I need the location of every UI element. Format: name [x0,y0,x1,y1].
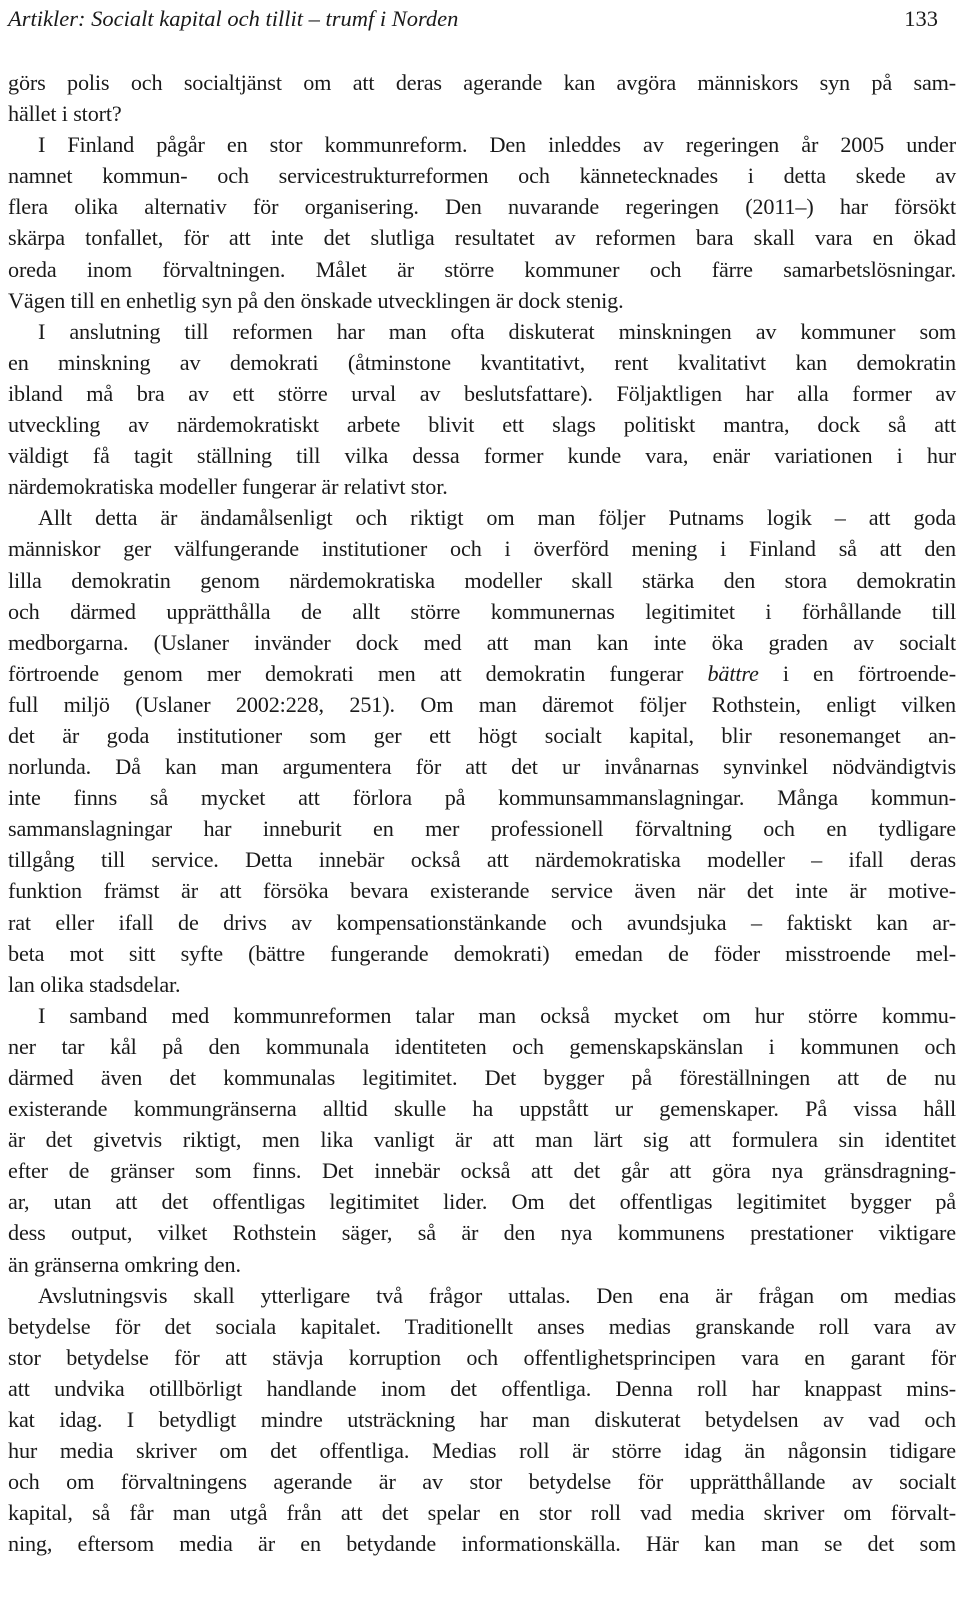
text-line: att undvika otillbörligt handlande inom det offentliga. Denna roll har knappast mins- [8,1375,956,1401]
text-line: skärpa tonfallet, för att inte det slutliga resultatet av reformen bara skall vara en ökad [8,225,956,251]
text-line: flera olika alternativ för organisering. Den nuvarande regeringen (2011–) har försökt [8,194,956,220]
text-line: existerande kommungränserna alltid skulle ha uppstått ur gemenskaper. På vissa håll [8,1096,956,1122]
text-segment: förtroende genom mer demokrati men att demokratin fungerar [8,660,708,686]
text-line: namnet kommun- och servicestrukturreformen och kännetecknades i detta skede av [8,163,956,189]
text-line: Allt detta är ändamålsenligt och riktigt om man följer Putnams logik – att goda [38,505,956,531]
running-title: Artikler: Socialt kapital och tillit – trumf i Norden [8,6,459,31]
text-line: full miljö (Uslaner 2002:228, 251). Om man däremot följer Rothstein, enligt vilken [8,691,956,717]
text-line: medborgarna. (Uslaner invänder dock med att man kan inte öka graden av socialt [8,629,956,655]
text-line: en minskning av demokrati (åtminstone kvantitativt, rent kvalitativt kan demokratin [8,349,956,375]
page-number: 133 [904,6,938,31]
text-line [8,658,956,689]
text-line: betydelse för det sociala kapitalet. Traditionellt anses medias granskande roll vara av [8,1313,956,1339]
text-line: utveckling av närdemokratiskt arbete blivit ett slags politiskt mantra, dock så att [8,412,956,438]
text-line: görs polis och socialtjänst om att deras agerande kan avgöra människors syn på sam- [8,70,956,95]
text-line: kapital, så får man utgå från att det spelar en stor roll vad media skriver om förvalt- [8,1500,956,1526]
text-segment: i en förtroende- [758,660,956,686]
text-line: det är goda institutioner som ger ett högt socialt kapital, blir resonemanget an- [8,722,956,748]
text-line: människor ger välfungerande institutioner och i överförd mening i Finland så att den [8,536,956,562]
text-line: tillgång till service. Detta innebär också att närdemokratiska modeller – ifall deras [8,847,956,873]
text-line: efter de gränser som finns. Det innebär också att det går att göra nya gränsdragning- [8,1158,956,1184]
text-line: Vägen till en enhetlig syn på den önskade utvecklingen är dock stenig. [8,287,624,313]
text-line: ibland må bra av ett större urval av beslutsfattare). Följaktligen har alla former av [8,380,956,406]
text-line: norlunda. Då kan man argumentera för att det ur invånarnas synvinkel nödvändigtvis [8,754,956,780]
text-line: och därmed upprätthålla de allt större kommunernas legitimitet i förhållande till [8,598,956,624]
text-line: I Finland pågår en stor kommunreform. Den inleddes av regeringen år 2005 under [38,132,956,158]
text-line: lilla demokratin genom närdemokratiska modeller skall stärka den stora demokratin [8,567,956,593]
text-line: ning, eftersom media är en betydande informationskälla. Här kan man se det som [8,1531,956,1557]
text-line: rat eller ifall de drivs av kompensationstänkande och avundsjuka – faktiskt kan ar- [8,909,956,935]
text-line: I anslutning till reformen har man ofta diskuterat minskningen av kommuner som [38,318,956,344]
text-line: väldigt få tagit ställning till vilka dessa former kunde vara, enär variationen i hur [8,443,956,469]
text-line: därmed även det kommunalas legitimitet. Det bygger på föreställningen att de nu [8,1065,956,1090]
text-line: kat idag. I betydligt mindre utsträckning har man diskuterat betydelsen av vad och [8,1407,956,1433]
text-line: oreda inom förvaltningen. Målet är större kommuner och färre samarbetslösningar. [8,256,956,282]
running-header [8,2,956,36]
emphasized-word: bättre [707,660,759,686]
text-line: och om förvaltningens agerande är av stor betydelse för upprätthållande av socialt [8,1469,956,1495]
text-line: än gränserna omkring den. [8,1251,241,1277]
text-line: inte finns så mycket att förlora på kommunsammanslagningar. Många kommun- [8,785,956,811]
text-line: ar, utan att det offentligas legitimitet lider. Om det offentligas legitimitet bygger på [8,1189,956,1215]
text-line: ner tar kål på den kommunala identiteten och gemenskapskänslan i kommunen och [8,1033,956,1059]
text-line: I samband med kommunreformen talar man också mycket om hur större kommu- [38,1002,956,1028]
body-text [8,67,956,1560]
text-line: hur media skriver om det offentliga. Medias roll är större idag än någonsin tidigare [8,1438,956,1464]
text-line: Avslutningsvis skall ytterligare två frågor uttalas. Den ena är frågan om medias [38,1282,956,1308]
text-line: hället i stort? [8,101,122,127]
text-line: sammanslagningar har inneburit en mer professionell förvaltning och en tydligare [8,816,956,842]
text-line: stor betydelse för att stävja korruption och offentlighetsprincipen vara en garant för [8,1344,956,1370]
text-line: beta mot sitt syfte (bättre fungerande demokrati) emedan de föder misstroende mel- [8,940,956,966]
text-line: lan olika stadsdelar. [8,971,181,997]
text-line: är det givetvis riktigt, men lika vanligt är att man lärt sig att formulera sin identitet [8,1127,956,1153]
text-line: dess output, vilket Rothstein säger, så är den nya kommunens prestationer viktigare [8,1220,956,1246]
text-line: närdemokratiska modeller fungerar är relativt stor. [8,474,448,500]
text-line: funktion främst är att försöka bevara existerande service även när det inte är motive- [8,878,956,904]
document-page [8,0,956,1560]
